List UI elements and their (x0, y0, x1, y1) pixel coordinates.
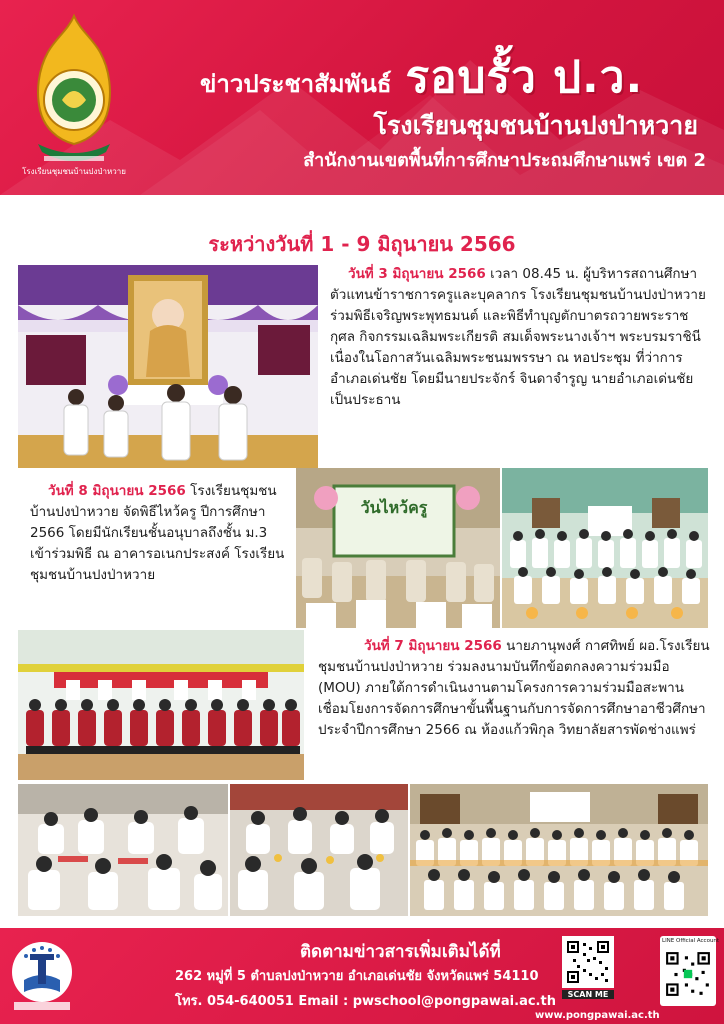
section-3-body: นายภานุพงศ์ กาศทิพย์ ผอ.โรงเรียนชุมชนบ้านปงป่าหวาย ร่วมลงนามบันทึกข้อตกลงความร่วมมือ (MOU) ภายใต้การดำเนินงานตามโครงการความร่วมมือสะพานเชื่อมโยงการจัดการศึกษาขั้นพื้นฐานกับการจัดการศึกษาอาชีวศึกษา ประจำปีการศึกษา 2566 ณ ห้องแก้วพิกุล วิทยาลัยสารพัดช่างแพร่ (318, 638, 710, 738)
logo-caption: โรงเรียนชุมชนบ้านปงป่าหวาย (22, 167, 126, 176)
section-3-date: วันที่ 7 มิถุนายน 2566 (364, 638, 502, 654)
newsletter-title: รอบรั้ว ป.ว. (405, 52, 644, 103)
teacher-day-photo-2 (502, 468, 708, 628)
line-official-label: LINE Official Account (662, 938, 720, 944)
qr-code-icon[interactable] (562, 936, 614, 988)
teacher-day-photo-1 (296, 468, 500, 628)
scan-me-label: SCAN ME (562, 990, 614, 999)
section-3-text (318, 636, 712, 741)
section-2-date: วันที่ 8 มิถุนายน 2566 (48, 483, 186, 499)
news-label: ข่าวประชาสัมพันธ์ (200, 70, 392, 98)
section-1-text (330, 264, 712, 411)
section-2-text (30, 481, 292, 586)
date-range-heading: ระหว่างวันที่ 1 - 9 มิถุนายน 2566 (208, 232, 516, 256)
students-activity-photo-2 (230, 784, 408, 916)
office-name: สำนักงานเขตพื้นที่การศึกษาประถมศึกษาแพร่ เขต 2 (303, 150, 706, 171)
section-1-body: เวลา 08.45 น. ผู้บริหารสถานศึกษา ตัวแทนข้าราชการครูและบุคลากร โรงเรียนชุมชนบ้านปงป่าหวาย ร่วมพิธีเจริญพระพุทธมนต์ และพิธีทำบุญตักบาตรถวายพระราชกุศล กิจกรรมเฉลิมพระเกียรติ สมเด็จพระนางเจ้าฯ พระบรมราชินี เนื่องในโอกาสวันเฉลิมพระชนมพรรษา ณ หอประชุม ที่ว่าการอำเภอเด่นชัย โดยมีนายประจักร์ จินดาจำรูญ นายอำเภอเด่นชัย เป็นประธาน (330, 266, 706, 408)
footer-title: ติดตามข่าวสารเพิ่มเติมได้ที่ (300, 942, 501, 962)
line-qr-code-icon (664, 950, 712, 998)
website-url[interactable]: www.pongpawai.ac.th (535, 1010, 660, 1021)
header-title-row (200, 42, 643, 112)
school-book-logo-icon (10, 940, 74, 1012)
section-1-date: วันที่ 3 มิถุนายน 2566 (348, 266, 486, 282)
school-name: โรงเรียนชุมชนบ้านปงป่าหวาย (373, 111, 698, 140)
teacher-day-banner: วันไหว้ครู (360, 498, 428, 517)
section-2-body: โรงเรียนชุมชนบ้านปงป่าหวาย จัดพิธีไหว้ครู ปีการศึกษา 2566 โดยมีนักเรียนชั้นอนุบาลถึงชั้น ม.3 เข้าร่วมพิธี ณ อาคารอเนกประสงค์ โรงเรียนชุมชนบ้านปงป่าหวาย (30, 483, 285, 583)
footer-banner (0, 928, 724, 1024)
footer-contact: โทร. 054-640051 Email : pwschool@pongpawai.ac.th (175, 994, 556, 1009)
school-emblem-icon (18, 12, 130, 177)
line-qr-card[interactable] (660, 936, 720, 1006)
mou-photo (18, 630, 304, 780)
group-photo (410, 784, 708, 916)
students-activity-photo-1 (18, 784, 228, 916)
header-banner (0, 0, 724, 195)
ceremony-photo (18, 265, 318, 468)
footer-address: 262 หมู่ที่ 5 ตำบลปงป่าหวาย อำเภอเด่นชัย จังหวัดแพร่ 54110 (175, 969, 539, 984)
